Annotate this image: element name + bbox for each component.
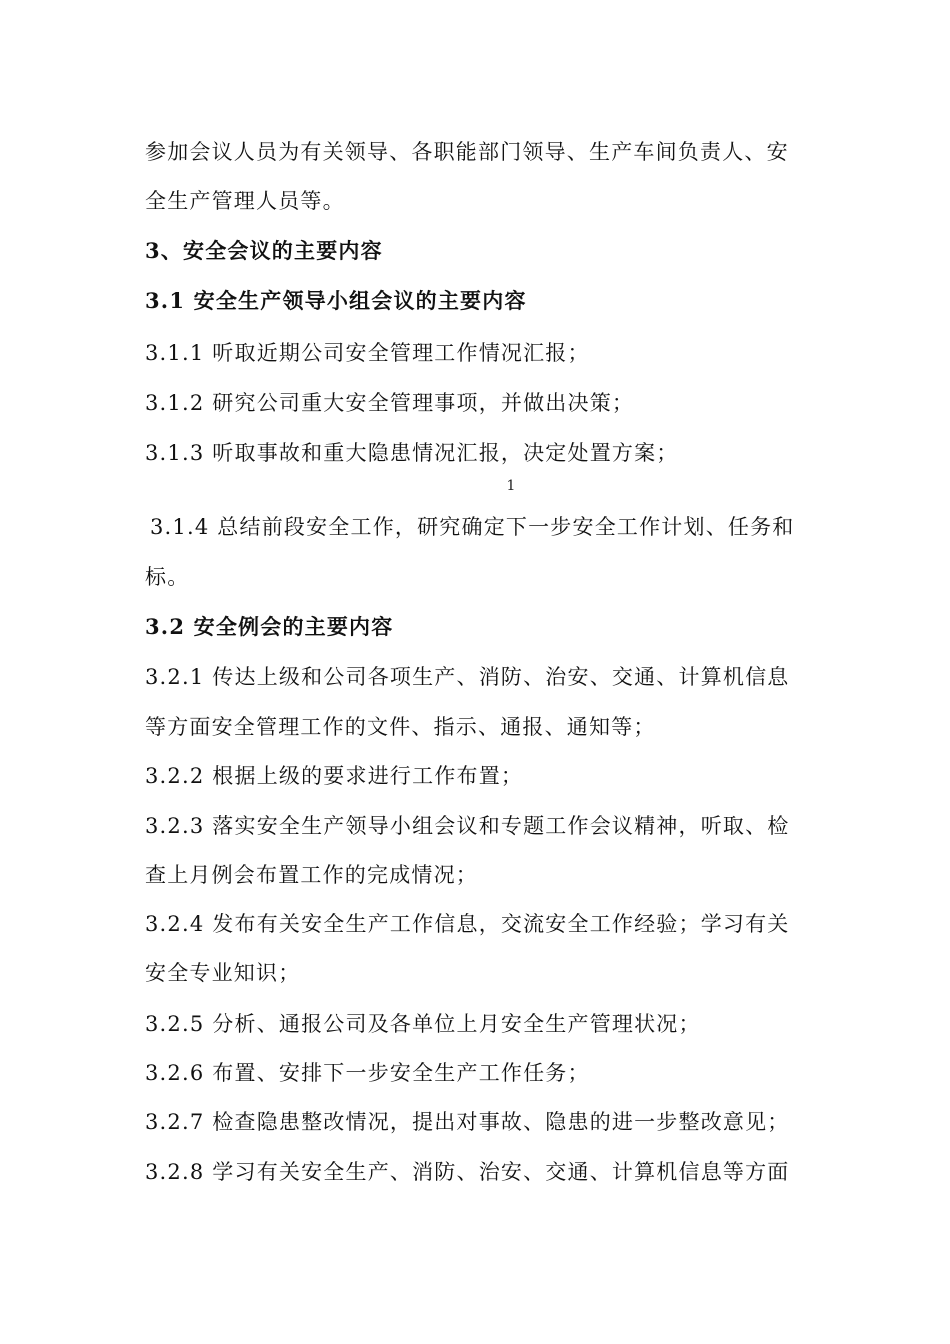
list-item: 3.2.4 发布有关安全生产工作信息，交流安全工作经验；学习有关 — [145, 912, 790, 936]
list-item: 3.2.3 落实安全生产领导小组会议和专题工作会议精神，听取、检 — [145, 814, 790, 838]
page-number: 1 — [506, 478, 516, 494]
list-item: 3.2.1 传达上级和公司各项生产、消防、治安、交通、计算机信息 — [145, 665, 790, 689]
list-item: 3.1.4 总结前段安全工作，研究确定下一步安全工作计划、任务和 — [150, 515, 795, 539]
list-item: 3.1.2 研究公司重大安全管理事项，并做出决策； — [145, 391, 635, 415]
list-item-continuation: 查上月例会布置工作的完成情况； — [145, 863, 478, 887]
section-3-heading: 3、安全会议的主要内容 — [145, 238, 383, 263]
list-item-continuation: 等方面安全管理工作的文件、指示、通报、通知等； — [145, 715, 656, 739]
list-item: 3.2.2 根据上级的要求进行工作布置； — [145, 764, 524, 788]
list-item-continuation: 标。 — [145, 565, 190, 589]
section-3-2-heading: 3.2 安全例会的主要内容 — [145, 614, 394, 639]
intro-line: 参加会议人员为有关领导、各职能部门领导、生产车间负责人、安 — [145, 140, 789, 164]
list-item: 3.2.8 学习有关安全生产、消防、治安、交通、计算机信息等方面 — [145, 1160, 790, 1184]
list-item: 3.1.1 听取近期公司安全管理工作情况汇报； — [145, 341, 590, 365]
list-item-continuation: 安全专业知识； — [145, 961, 301, 985]
list-item: 3.2.5 分析、通报公司及各单位上月安全生产管理状况； — [145, 1012, 701, 1036]
list-item: 3.2.6 布置、安排下一步安全生产工作任务； — [145, 1061, 590, 1085]
list-item: 3.1.3 听取事故和重大隐患情况汇报，决定处置方案； — [145, 441, 679, 465]
intro-line: 全生产管理人员等。 — [145, 189, 345, 213]
list-item: 3.2.7 检查隐患整改情况，提出对事故、隐患的进一步整改意见； — [145, 1110, 790, 1134]
section-3-1-heading: 3.1 安全生产领导小组会议的主要内容 — [145, 288, 527, 313]
